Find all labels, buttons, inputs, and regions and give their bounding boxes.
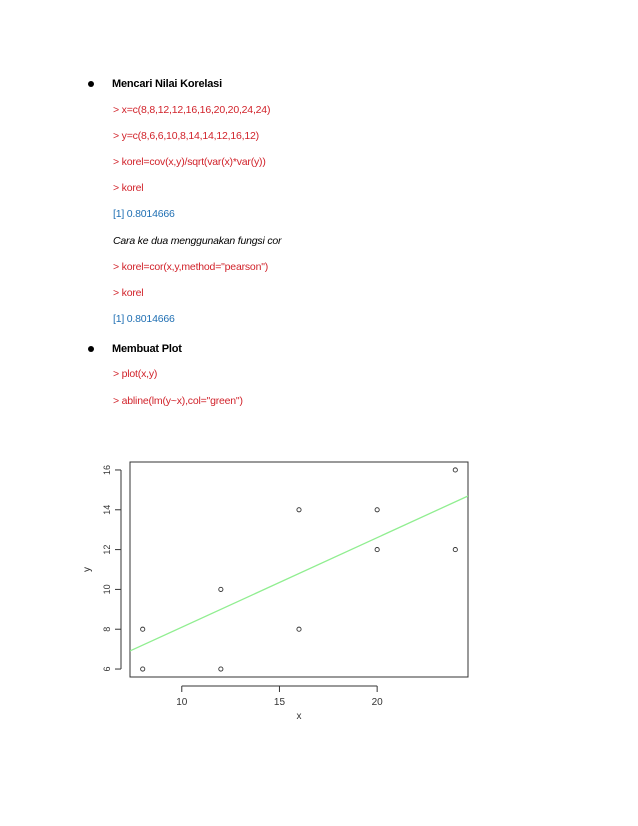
y-tick-label: 12 bbox=[102, 544, 112, 555]
code-line: > korel=cor(x,y,method="pearson") bbox=[113, 261, 269, 273]
code-line: > y=c(8,6,6,10,8,14,14,12,16,12) bbox=[113, 130, 259, 142]
regression-line bbox=[130, 496, 468, 651]
data-point bbox=[297, 508, 301, 512]
code-line: > korel bbox=[113, 182, 144, 194]
code-line: > x=c(8,8,12,12,16,16,20,20,24,24) bbox=[113, 104, 271, 116]
y-tick-label: 10 bbox=[102, 584, 112, 595]
data-point bbox=[453, 547, 457, 551]
data-point bbox=[453, 468, 457, 472]
data-point bbox=[219, 587, 223, 591]
data-point bbox=[141, 627, 145, 631]
bullet-item-korelasi bbox=[88, 76, 222, 92]
code-line: > abline(lm(y~x),col="green") bbox=[113, 395, 243, 407]
x-tick-label: 15 bbox=[273, 697, 286, 708]
code-line: > plot(x,y) bbox=[113, 368, 158, 380]
plot-frame bbox=[130, 462, 468, 677]
data-point bbox=[375, 508, 379, 512]
x-axis-title: x bbox=[296, 711, 302, 722]
data-point bbox=[375, 547, 379, 551]
y-tick-label: 6 bbox=[102, 666, 112, 672]
section-heading: Mencari Nilai Korelasi bbox=[112, 78, 222, 90]
data-point bbox=[141, 667, 145, 671]
bullet-icon bbox=[88, 81, 94, 87]
y-tick-label: 14 bbox=[102, 504, 112, 515]
output-line: [1] 0.8014666 bbox=[113, 208, 175, 220]
data-point bbox=[219, 667, 223, 671]
x-tick-label: 20 bbox=[371, 697, 383, 708]
x-tick-label: 10 bbox=[176, 697, 188, 708]
note-text: Cara ke dua menggunakan fungsi cor bbox=[113, 235, 282, 247]
code-line: > korel bbox=[113, 287, 144, 299]
section-heading: Membuat Plot bbox=[112, 343, 182, 355]
y-tick-label: 8 bbox=[102, 626, 112, 632]
output-line: [1] 0.8014666 bbox=[113, 313, 175, 325]
y-tick-label: 16 bbox=[102, 464, 112, 475]
code-line: > korel=cov(x,y)/sqrt(var(x)*var(y)) bbox=[113, 156, 266, 168]
data-point bbox=[297, 627, 301, 631]
y-axis-title: y bbox=[82, 567, 93, 572]
bullet-item-plot bbox=[88, 341, 182, 357]
bullet-icon bbox=[88, 346, 94, 352]
